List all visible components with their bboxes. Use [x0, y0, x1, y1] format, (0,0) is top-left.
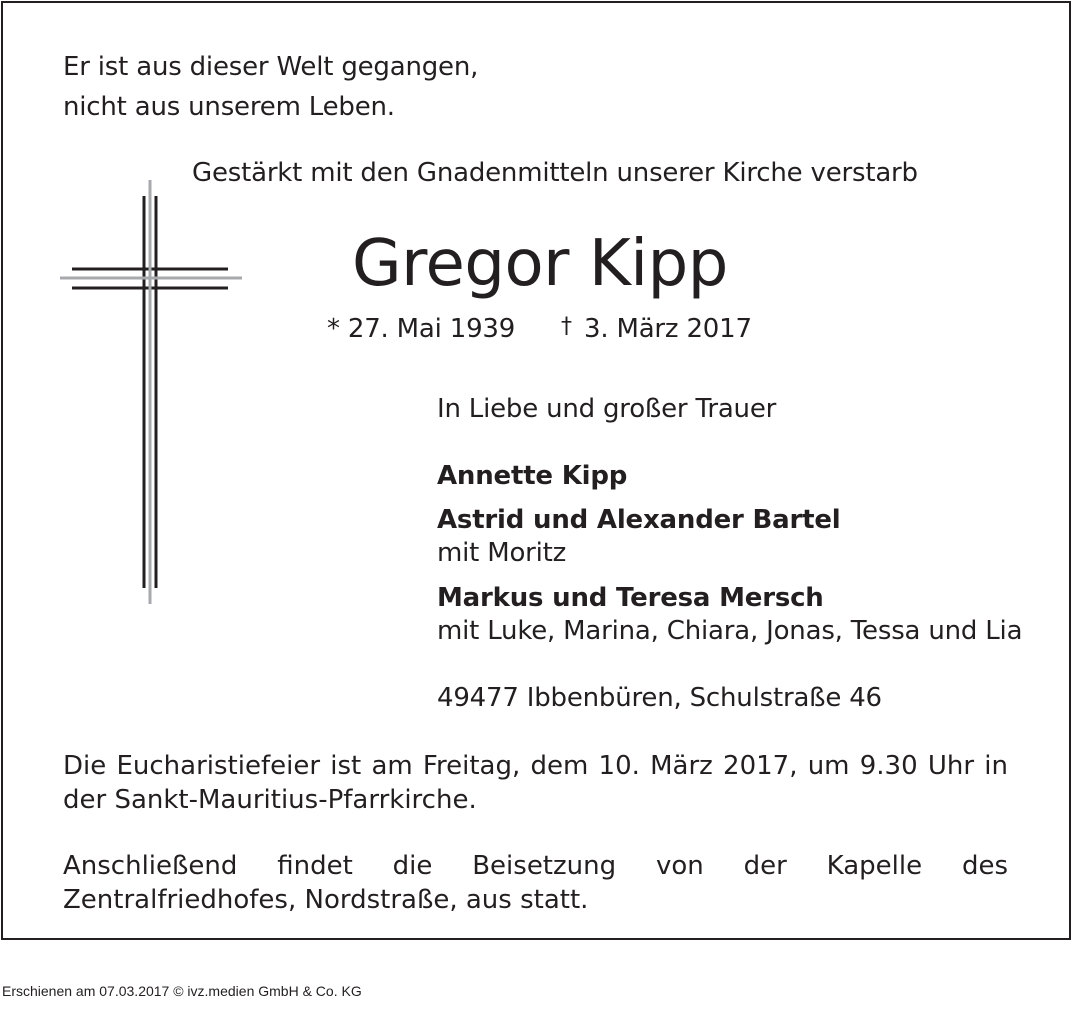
publication-footer: Erschienen am 07.03.2017 © ivz.medien GmbH & Co. KG [2, 983, 362, 999]
mourner-children: mit Luke, Marina, Chiara, Jonas, Tessa und Lia [437, 616, 1023, 646]
cross-icon [58, 178, 244, 606]
mourner-name: Astrid und Alexander Bartel [437, 505, 841, 535]
burial-notice: Anschließend findet die Beisetzung von der Kapelle des Zentralfriedhofes, Nordstraße, aus statt. [63, 851, 1008, 915]
birth-date: * 27. Mai 1939 [327, 314, 516, 344]
death-date: 3. März 2017 [584, 314, 752, 344]
mourner-name: Annette Kipp [437, 461, 628, 491]
mourning-heading: In Liebe und großer Trauer [437, 394, 777, 424]
mourner-name: Markus und Teresa Mersch [437, 583, 824, 613]
address: 49477 Ibbenbüren, Schulstraße 46 [437, 683, 882, 713]
mourner-children: mit Moritz [437, 538, 567, 568]
motto-line-2: nicht aus unserem Leben. [63, 92, 395, 122]
deceased-name: Gregor Kipp [352, 227, 728, 301]
mass-notice: Die Eucharistiefeier ist am Freitag, dem 10. März 2017, um 9.30 Uhr in der Sankt-Mauritius-Pfarrkirche. [63, 751, 1008, 815]
intro-text: Gestärkt mit den Gnadenmitteln unserer Kirche verstarb [192, 158, 918, 188]
motto-line-1: Er ist aus dieser Welt gegangen, [63, 52, 479, 82]
death-symbol: † [561, 314, 572, 339]
